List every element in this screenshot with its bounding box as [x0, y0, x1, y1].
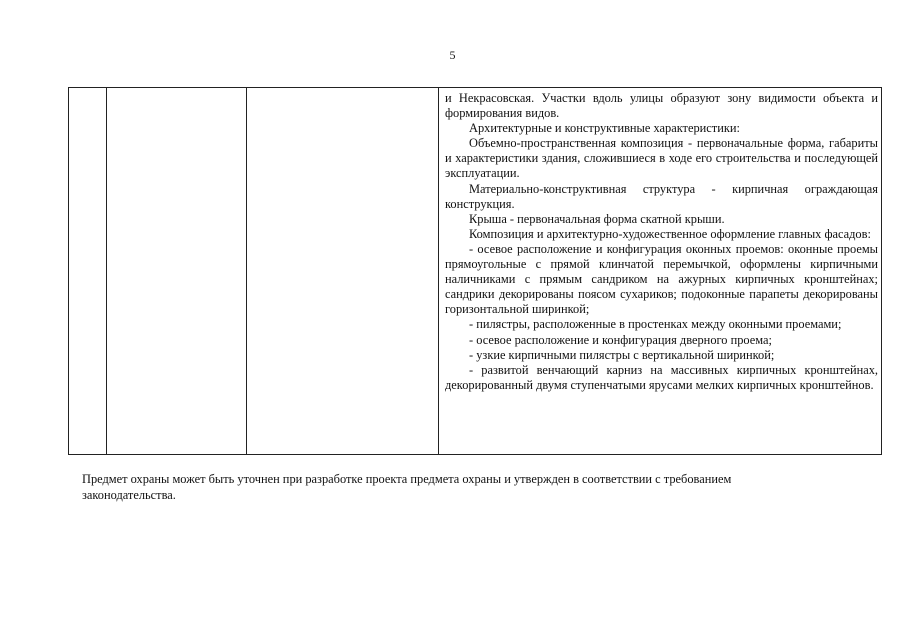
- paragraph-material-structure: Материально-конструктивная структура - кирпичная ограждающая конструкция.: [445, 181, 878, 211]
- table-row: [69, 88, 882, 455]
- paragraph-narrow-pilasters: - узкие кирпичными пилястры с вертикальной ширинкой;: [469, 347, 775, 362]
- paragraph-characteristics-heading: Архитектурные и конструктивные характеристики:: [469, 121, 740, 136]
- table-cell-description: [439, 88, 882, 455]
- footer-note: Предмет охраны может быть уточнен при разработке проекта предмета охраны и утвержден в соответствии с требованием законодательства.: [82, 472, 732, 502]
- paragraph-door-opening: - осевое расположение и конфигурация дверного проема;: [469, 332, 772, 347]
- paragraph-cornice: - развитой венчающий карниз на массивных кирпичных кронштейнах, декорированный двумя ступенчатыми ярусами мелких кирпичных кронштейнов.: [445, 362, 878, 392]
- paragraph-volume-composition: Объемно-пространственная композиция - первоначальные форма, габариты и характеристики здания, сложившиеся в ходе его строительства и последующей эксплуатации.: [445, 136, 878, 181]
- paragraph-window-openings: - осевое расположение и конфигурация оконных проемов: оконные проемы прямоугольные с прямой клинчатой перемычкой, оформлены кирпичными наличниками с прямым сандриком на ажурных кирпичных кронштейнах; сандрики декорированы поясом сухариков; подоконные парапеты декорированы горизонтальной ширинкой;: [445, 241, 878, 317]
- paragraph-facade-composition: Композиция и архитектурно-художественное оформление главных фасадов:: [469, 226, 871, 241]
- paragraph-pilasters: - пилястры, расположенные в простенках между оконными проемами;: [469, 317, 842, 332]
- description-text: [439, 88, 881, 393]
- table-cell-name: [107, 88, 247, 455]
- table-cell-number: [69, 88, 107, 455]
- protection-subject-table: [68, 87, 882, 455]
- paragraph-roof: Крыша - первоначальная форма скатной крыши.: [469, 211, 725, 226]
- paragraph-view-zone: и Некрасовская. Участки вдоль улицы образуют зону видимости объекта и формирования видов.: [445, 91, 878, 121]
- page-number: 5: [449, 48, 456, 62]
- table-cell-location: [247, 88, 439, 455]
